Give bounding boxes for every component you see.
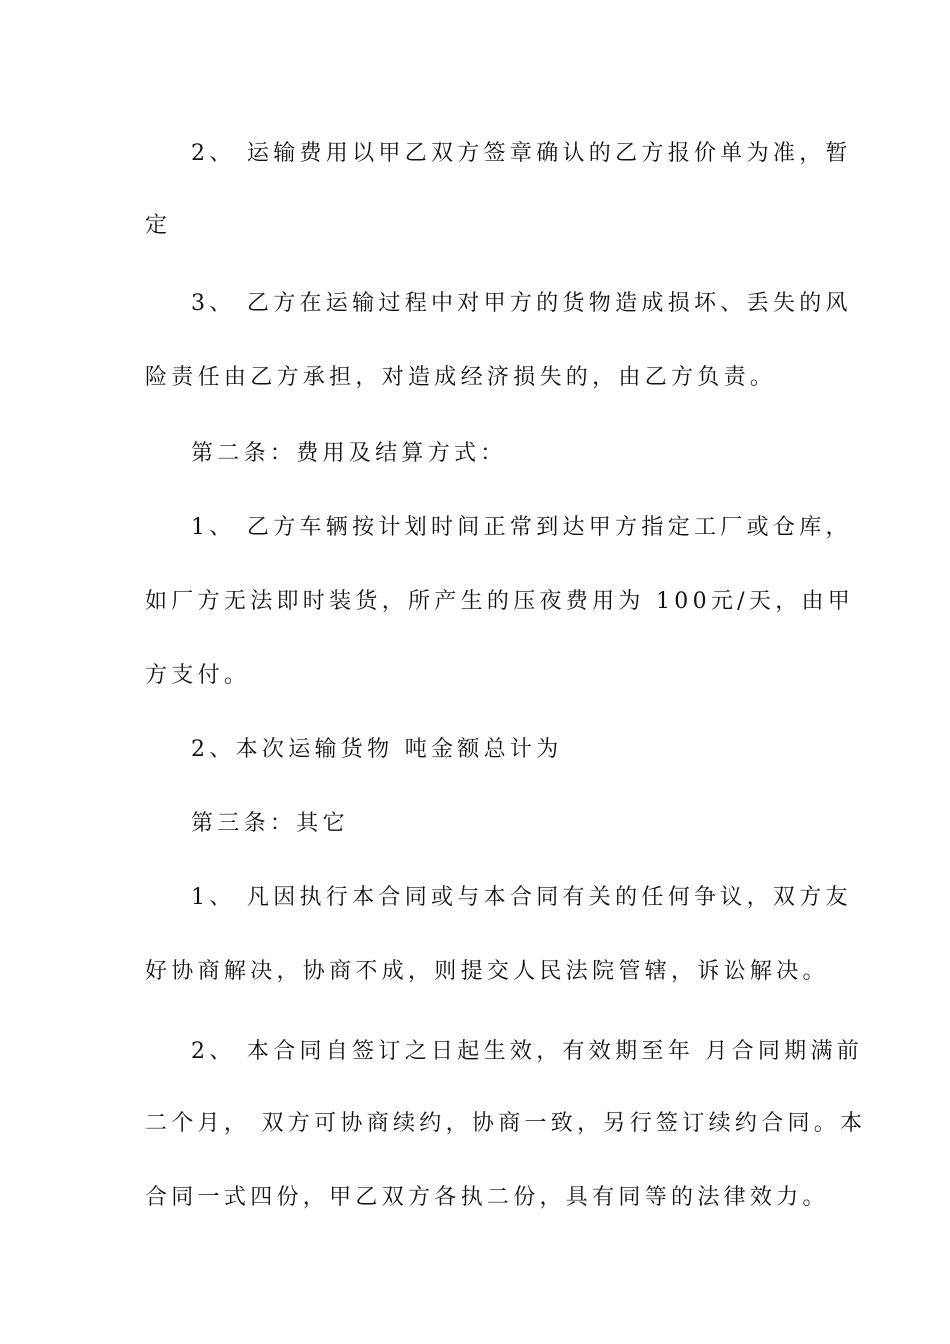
clause-3-risk-line-2: 险责任由乙方承担，对造成经济损失的，由乙方负责。: [145, 365, 777, 390]
article-3-item-2-line-1: 2、 本合同自签订之日起生效，有效期至年 月合同期满前: [191, 1039, 864, 1064]
article-3-item-2-line-2: 二个月， 双方可协商续约，协商一致，另行签订续约合同。本: [145, 1111, 867, 1136]
article-3-item-1-line-2: 好协商解决，协商不成，则提交人民法院管辖，诉讼解决。: [145, 959, 829, 984]
clause-2-fee-line-2: 定: [145, 213, 172, 238]
article-2-item-1-line-1: 1、 乙方车辆按计划时间正常到达甲方指定工厂或仓库，: [191, 515, 852, 540]
article-2-item-1-line-3: 方支付。: [145, 663, 251, 688]
article-2-item-2: 2、本次运输货物 吨金额总计为: [191, 737, 563, 762]
article-2-item-1-line-2: 如厂方无法即时装货，所产生的压夜费用为 100元/天，由甲: [145, 589, 855, 614]
article-3-heading: 第三条：其它: [191, 811, 349, 836]
article-2-heading: 第二条：费用及结算方式：: [191, 441, 507, 466]
article-3-item-1-line-1: 1、 凡因执行本合同或与本合同有关的任何争议，双方友: [191, 885, 852, 910]
clause-3-risk-line-1: 3、 乙方在运输过程中对甲方的货物造成损坏、丢失的风: [191, 291, 852, 316]
article-3-item-2-line-3: 合同一式四份，甲乙双方各执二份，具有同等的法律效力。: [145, 1185, 829, 1210]
clause-2-fee-line-1: 2、 运输费用以甲乙双方签章确认的乙方报价单为准，暂: [191, 141, 852, 166]
